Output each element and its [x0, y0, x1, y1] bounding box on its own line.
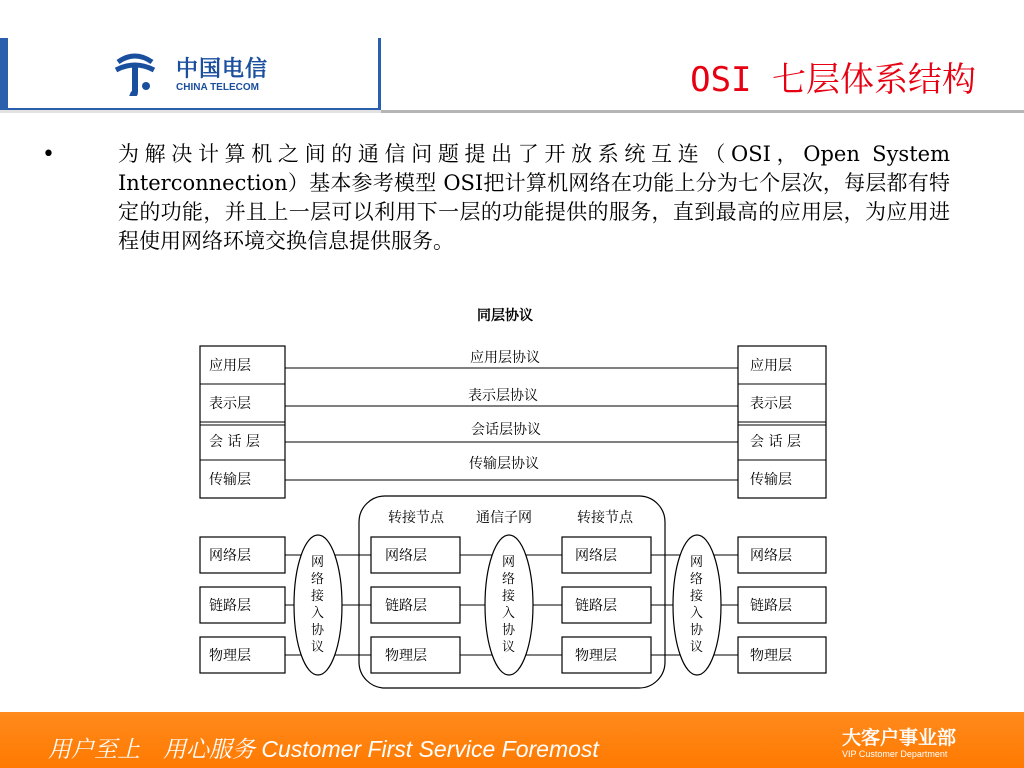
svg-text:议: 议 [311, 640, 325, 655]
svg-text:接: 接 [690, 589, 704, 604]
right-layer-session: 会 话 层 [750, 434, 801, 450]
svg-text:络: 络 [690, 572, 704, 587]
svg-text:网: 网 [690, 555, 704, 570]
col4-network: 网络层 [750, 548, 792, 564]
header-divider [381, 110, 1024, 113]
svg-text:议: 议 [690, 640, 704, 655]
svg-text:网: 网 [311, 555, 325, 570]
svg-text:入: 入 [311, 606, 325, 621]
svg-text:协: 协 [311, 623, 325, 638]
upper-left-stack [200, 346, 285, 498]
protocol-transport: 传输层协议 [469, 456, 539, 472]
svg-text:网: 网 [502, 555, 516, 570]
right-layer-application: 应用层 [750, 358, 792, 374]
svg-text:接: 接 [311, 589, 325, 604]
osi-layer-diagram [195, 300, 835, 696]
left-layer-presentation: 表示层 [209, 396, 251, 412]
svg-text:协: 协 [690, 623, 704, 638]
logo-area [8, 38, 378, 108]
footer-bar [0, 712, 1024, 768]
left-layer-transport: 传输层 [209, 472, 251, 488]
col3-network: 网络层 [575, 548, 617, 564]
china-telecom-logo-icon [112, 52, 158, 96]
page-title: OSI 七层体系结构 [690, 60, 976, 100]
upper-right-stack [738, 346, 826, 498]
footer-slogan: 用户至上 用心服务 Customer First Service Foremost [48, 736, 599, 762]
right-layer-presentation: 表示层 [750, 396, 792, 412]
subnet-node-right-label: 转接节点 [577, 510, 633, 526]
left-layer-application: 应用层 [209, 358, 251, 374]
col2-link: 链路层 [385, 598, 427, 614]
protocol-presentation: 表示层协议 [468, 388, 538, 404]
svg-text:协: 协 [502, 623, 516, 638]
col4-physical: 物理层 [750, 648, 792, 664]
col1-physical: 物理层 [209, 648, 251, 664]
svg-text:入: 入 [690, 606, 704, 621]
svg-text:接: 接 [502, 589, 516, 604]
diagram-title: 同层协议 [477, 308, 533, 324]
footer-department-cn: 大客户事业部 [842, 727, 957, 749]
header-divider-left [0, 110, 381, 113]
col3-link: 链路层 [575, 598, 617, 614]
subnet-node-left-label: 转接节点 [388, 510, 444, 526]
bullet-marker: • [42, 142, 55, 167]
logo-text-cn: 中国电信 [176, 57, 269, 82]
col2-physical: 物理层 [385, 648, 427, 664]
col4-link: 链路层 [750, 598, 792, 614]
footer-department-en: VIP Customer Department [842, 749, 948, 759]
col2-network: 网络层 [385, 548, 427, 564]
svg-text:议: 议 [502, 640, 516, 655]
col1-network: 网络层 [209, 548, 251, 564]
protocol-session: 会话层协议 [471, 422, 541, 438]
svg-text:入: 入 [502, 606, 516, 621]
logo-text-en: CHINA TELECOM [176, 82, 259, 93]
svg-text:络: 络 [502, 572, 516, 587]
col3-physical: 物理层 [575, 648, 617, 664]
header-bar [0, 38, 381, 110]
body-paragraph: 为解决计算机之间的通信问题提出了开放系统互连（OSI，Open System Interconnection）基本参考模型 OSI把计算机网络在功能上分为七个层次，每层都有特定的功能，并且上一层可以利用下一层的功能提供的服务，直到最高的应用层，为应用进程使用网络环境交换信息提供服务。 [118, 142, 950, 253]
left-layer-session: 会 话 层 [209, 434, 260, 450]
subnet-label: 通信子网 [476, 510, 532, 526]
right-layer-transport: 传输层 [750, 472, 792, 488]
svg-text:络: 络 [311, 572, 325, 587]
col1-link: 链路层 [209, 598, 251, 614]
protocol-application: 应用层协议 [470, 350, 540, 366]
